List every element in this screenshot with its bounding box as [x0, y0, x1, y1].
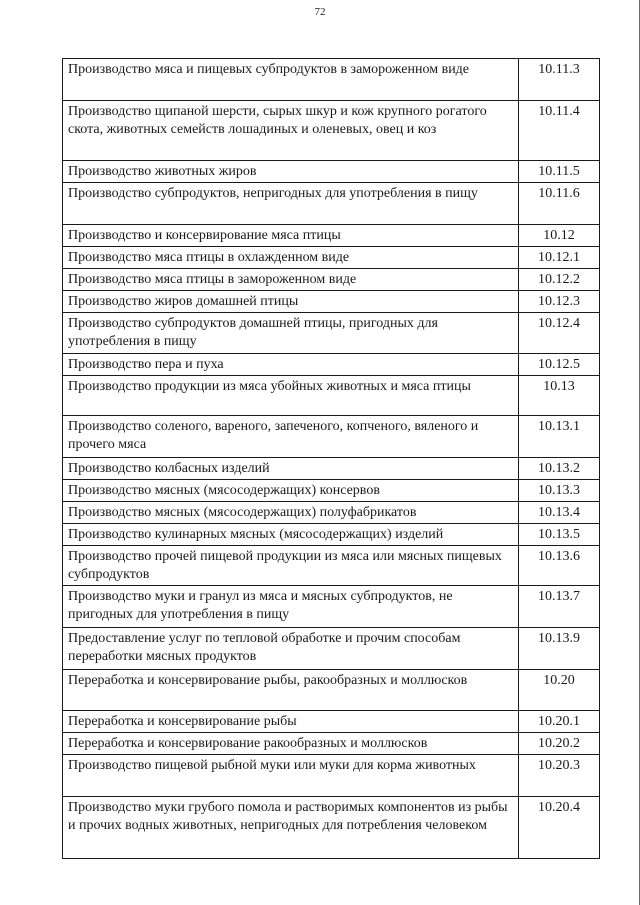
activity-code: 10.11.6	[519, 183, 600, 225]
table-row	[63, 628, 600, 670]
activity-code: 10.20.3	[519, 755, 600, 797]
activity-code: 10.20.2	[519, 733, 600, 755]
activity-description: Производство муки грубого помола и растворимых компонентов из рыбы и прочих водных животных, непригодных для потребления человеком	[63, 797, 519, 859]
table-row	[63, 755, 600, 797]
table-row	[63, 59, 600, 101]
table-row	[63, 101, 600, 161]
table-row	[63, 291, 600, 313]
activity-description: Производство продукции из мяса убойных животных и мяса птицы	[63, 376, 519, 416]
table-row	[63, 416, 600, 458]
activity-description: Производство колбасных изделий	[63, 458, 519, 480]
table-row	[63, 733, 600, 755]
activity-description: Производство субпродуктов домашней птицы, пригодных для употребления в пищу	[63, 313, 519, 354]
activity-description: Производство пера и пуха	[63, 354, 519, 376]
activity-code: 10.13.6	[519, 546, 600, 586]
table-row	[63, 480, 600, 502]
activity-code: 10.13.3	[519, 480, 600, 502]
table-row	[63, 546, 600, 586]
activity-code: 10.12.3	[519, 291, 600, 313]
activity-code: 10.20.4	[519, 797, 600, 859]
activity-description: Производство щипаной шерсти, сырых шкур и кож крупного рогатого скота, животных семейств лошадиных и оленевых, овец и коз	[63, 101, 519, 161]
table-body	[63, 59, 600, 859]
activity-code: 10.20.1	[519, 711, 600, 733]
activity-description: Производство мясных (мясосодержащих) полуфабрикатов	[63, 502, 519, 524]
table-row	[63, 711, 600, 733]
activity-description: Производство мяса и пищевых субпродуктов в замороженном виде	[63, 59, 519, 101]
table-row	[63, 376, 600, 416]
activity-code: 10.13.4	[519, 502, 600, 524]
activity-description: Переработка и консервирование рыбы, ракообразных и моллюсков	[63, 670, 519, 711]
activity-description: Предоставление услуг по тепловой обработке и прочим способам переработки мясных продуктов	[63, 628, 519, 670]
activity-description: Переработка и консервирование ракообразных и моллюсков	[63, 733, 519, 755]
table-row	[63, 670, 600, 711]
activity-code: 10.12.5	[519, 354, 600, 376]
activity-code: 10.11.5	[519, 161, 600, 183]
activity-code: 10.13.5	[519, 524, 600, 546]
activity-description: Производство соленого, вареного, запеченого, копченого, вяленого и прочего мяса	[63, 416, 519, 458]
activity-code: 10.12.2	[519, 269, 600, 291]
table-row	[63, 269, 600, 291]
activity-description: Производство животных жиров	[63, 161, 519, 183]
table-row	[63, 502, 600, 524]
activity-description: Производство пищевой рыбной муки или муки для корма животных	[63, 755, 519, 797]
activity-code: 10.13.7	[519, 586, 600, 628]
activity-code: 10.20	[519, 670, 600, 711]
activity-code: 10.11.4	[519, 101, 600, 161]
activity-description: Производство мяса птицы в охлажденном виде	[63, 247, 519, 269]
activity-description: Производство мясных (мясосодержащих) консервов	[63, 480, 519, 502]
activity-description: Переработка и консервирование рыбы	[63, 711, 519, 733]
table-row	[63, 354, 600, 376]
activity-description: Производство и консервирование мяса птицы	[63, 225, 519, 247]
activity-description: Производство муки и гранул из мяса и мясных субпродуктов, не пригодных для употребления в пищу	[63, 586, 519, 628]
table-row	[63, 586, 600, 628]
activity-code: 10.12.1	[519, 247, 600, 269]
page-number: 72	[314, 6, 326, 18]
table-row	[63, 247, 600, 269]
table-row	[63, 313, 600, 354]
table-row	[63, 524, 600, 546]
activity-code: 10.13.1	[519, 416, 600, 458]
activity-code: 10.12	[519, 225, 600, 247]
activity-code: 10.13	[519, 376, 600, 416]
activity-description: Производство прочей пищевой продукции из мяса или мясных пищевых субпродуктов	[63, 546, 519, 586]
table-row	[63, 161, 600, 183]
activity-code: 10.13.9	[519, 628, 600, 670]
table-row	[63, 797, 600, 859]
table-row	[63, 458, 600, 480]
activity-description: Производство кулинарных мясных (мясосодержащих) изделий	[63, 524, 519, 546]
table-row	[63, 183, 600, 225]
activity-description: Производство субпродуктов, непригодных для употребления в пищу	[63, 183, 519, 225]
activity-code: 10.13.2	[519, 458, 600, 480]
activity-description: Производство жиров домашней птицы	[63, 291, 519, 313]
table-row	[63, 225, 600, 247]
activity-code: 10.11.3	[519, 59, 600, 101]
activity-codes-table	[62, 58, 600, 859]
activity-description: Производство мяса птицы в замороженном виде	[63, 269, 519, 291]
activity-code: 10.12.4	[519, 313, 600, 354]
